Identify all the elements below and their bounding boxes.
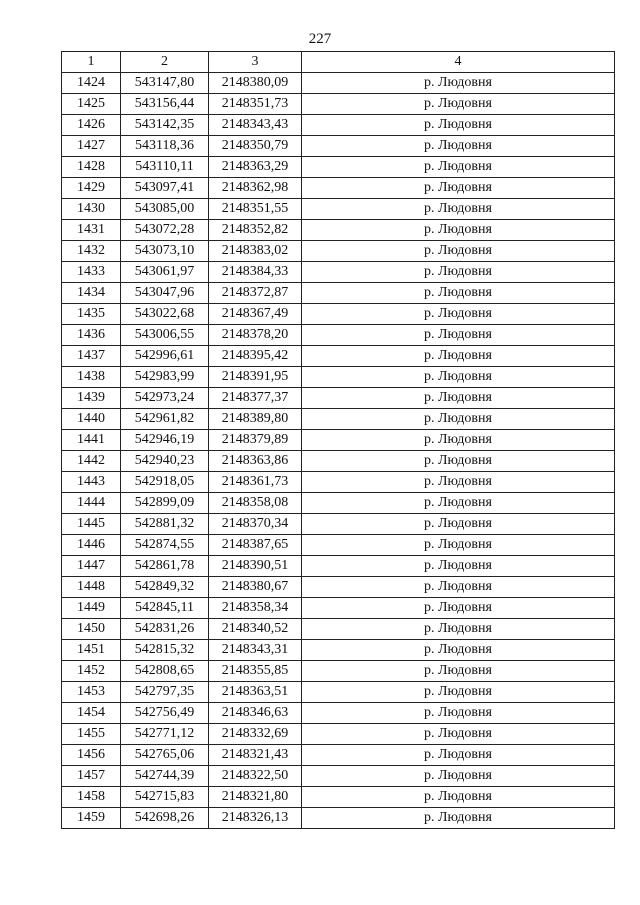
table-header: [62, 52, 615, 73]
x-coordinate-cell: 542797,35: [121, 682, 209, 703]
point-number-cell: 1448: [62, 577, 121, 598]
table-row: [62, 304, 615, 325]
table-row: [62, 241, 615, 262]
y-coordinate-cell: 2148380,67: [209, 577, 302, 598]
point-number-cell: 1452: [62, 661, 121, 682]
table-row: [62, 514, 615, 535]
x-coordinate-cell: 542874,55: [121, 535, 209, 556]
x-coordinate-cell: 542771,12: [121, 724, 209, 745]
description-cell: р. Людовня: [302, 787, 615, 808]
description-cell: р. Людовня: [302, 808, 615, 829]
point-number-cell: 1440: [62, 409, 121, 430]
table-row: [62, 115, 615, 136]
y-coordinate-cell: 2148390,51: [209, 556, 302, 577]
description-cell: р. Людовня: [302, 493, 615, 514]
x-coordinate-cell: 542973,24: [121, 388, 209, 409]
y-coordinate-cell: 2148343,43: [209, 115, 302, 136]
header-cell-4: 4: [302, 52, 615, 73]
point-number-cell: 1434: [62, 283, 121, 304]
x-coordinate-cell: 542946,19: [121, 430, 209, 451]
y-coordinate-cell: 2148363,86: [209, 451, 302, 472]
table-row: [62, 787, 615, 808]
description-cell: р. Людовня: [302, 451, 615, 472]
description-cell: р. Людовня: [302, 472, 615, 493]
point-number-cell: 1431: [62, 220, 121, 241]
table-row: [62, 472, 615, 493]
table-row: [62, 430, 615, 451]
y-coordinate-cell: 2148326,13: [209, 808, 302, 829]
point-number-cell: 1459: [62, 808, 121, 829]
x-coordinate-cell: 542918,05: [121, 472, 209, 493]
table-row: [62, 640, 615, 661]
point-number-cell: 1425: [62, 94, 121, 115]
page-number: 227: [308, 31, 332, 47]
table-row: [62, 808, 615, 829]
point-number-cell: 1444: [62, 493, 121, 514]
x-coordinate-cell: 542845,11: [121, 598, 209, 619]
y-coordinate-cell: 2148389,80: [209, 409, 302, 430]
description-cell: р. Людовня: [302, 745, 615, 766]
x-coordinate-cell: 543156,44: [121, 94, 209, 115]
table-row: [62, 136, 615, 157]
x-coordinate-cell: 542698,26: [121, 808, 209, 829]
y-coordinate-cell: 2148379,89: [209, 430, 302, 451]
y-coordinate-cell: 2148377,37: [209, 388, 302, 409]
description-cell: р. Людовня: [302, 598, 615, 619]
x-coordinate-cell: 543061,97: [121, 262, 209, 283]
point-number-cell: 1428: [62, 157, 121, 178]
point-number-cell: 1438: [62, 367, 121, 388]
table-row: [62, 703, 615, 724]
x-coordinate-cell: 543047,96: [121, 283, 209, 304]
description-cell: р. Людовня: [302, 220, 615, 241]
description-cell: р. Людовня: [302, 514, 615, 535]
point-number-cell: 1436: [62, 325, 121, 346]
point-number-cell: 1424: [62, 73, 121, 94]
y-coordinate-cell: 2148395,42: [209, 346, 302, 367]
table-row: [62, 388, 615, 409]
y-coordinate-cell: 2148321,80: [209, 787, 302, 808]
x-coordinate-cell: 542961,82: [121, 409, 209, 430]
x-coordinate-cell: 543097,41: [121, 178, 209, 199]
y-coordinate-cell: 2148361,73: [209, 472, 302, 493]
point-number-cell: 1439: [62, 388, 121, 409]
table-row: [62, 535, 615, 556]
description-cell: р. Людовня: [302, 73, 615, 94]
description-cell: р. Людовня: [302, 388, 615, 409]
description-cell: р. Людовня: [302, 661, 615, 682]
point-number-cell: 1441: [62, 430, 121, 451]
point-number-cell: 1427: [62, 136, 121, 157]
table-row: [62, 325, 615, 346]
point-number-cell: 1451: [62, 640, 121, 661]
table-row: [62, 598, 615, 619]
x-coordinate-cell: 542715,83: [121, 787, 209, 808]
y-coordinate-cell: 2148352,82: [209, 220, 302, 241]
y-coordinate-cell: 2148391,95: [209, 367, 302, 388]
table-row: [62, 409, 615, 430]
table-row: [62, 220, 615, 241]
point-number-cell: 1445: [62, 514, 121, 535]
table-row: [62, 451, 615, 472]
y-coordinate-cell: 2148380,09: [209, 73, 302, 94]
description-cell: р. Людовня: [302, 619, 615, 640]
y-coordinate-cell: 2148363,51: [209, 682, 302, 703]
point-number-cell: 1455: [62, 724, 121, 745]
description-cell: р. Людовня: [302, 199, 615, 220]
x-coordinate-cell: 543022,68: [121, 304, 209, 325]
y-coordinate-cell: 2148370,34: [209, 514, 302, 535]
point-number-cell: 1447: [62, 556, 121, 577]
table-row: [62, 682, 615, 703]
point-number-cell: 1432: [62, 241, 121, 262]
description-cell: р. Людовня: [302, 367, 615, 388]
description-cell: р. Людовня: [302, 640, 615, 661]
y-coordinate-cell: 2148372,87: [209, 283, 302, 304]
point-number-cell: 1437: [62, 346, 121, 367]
x-coordinate-cell: 543142,35: [121, 115, 209, 136]
x-coordinate-cell: 542983,99: [121, 367, 209, 388]
y-coordinate-cell: 2148343,31: [209, 640, 302, 661]
description-cell: р. Людовня: [302, 766, 615, 787]
y-coordinate-cell: 2148384,33: [209, 262, 302, 283]
point-number-cell: 1443: [62, 472, 121, 493]
x-coordinate-cell: 543110,11: [121, 157, 209, 178]
x-coordinate-cell: 542996,61: [121, 346, 209, 367]
table-row: [62, 556, 615, 577]
x-coordinate-cell: 542765,06: [121, 745, 209, 766]
x-coordinate-cell: 542756,49: [121, 703, 209, 724]
x-coordinate-cell: 543006,55: [121, 325, 209, 346]
description-cell: р. Людовня: [302, 136, 615, 157]
y-coordinate-cell: 2148358,34: [209, 598, 302, 619]
point-number-cell: 1450: [62, 619, 121, 640]
x-coordinate-cell: 542881,32: [121, 514, 209, 535]
description-cell: р. Людовня: [302, 94, 615, 115]
x-coordinate-cell: 542861,78: [121, 556, 209, 577]
table-row: [62, 346, 615, 367]
description-cell: р. Людовня: [302, 703, 615, 724]
table-body: [62, 73, 615, 829]
x-coordinate-cell: 542899,09: [121, 493, 209, 514]
header-cell-1: 1: [62, 52, 121, 73]
y-coordinate-cell: 2148358,08: [209, 493, 302, 514]
description-cell: р. Людовня: [302, 178, 615, 199]
table-row: [62, 724, 615, 745]
x-coordinate-cell: 542744,39: [121, 766, 209, 787]
point-number-cell: 1429: [62, 178, 121, 199]
point-number-cell: 1454: [62, 703, 121, 724]
y-coordinate-cell: 2148322,50: [209, 766, 302, 787]
point-number-cell: 1453: [62, 682, 121, 703]
description-cell: р. Людовня: [302, 283, 615, 304]
description-cell: р. Людовня: [302, 157, 615, 178]
point-number-cell: 1435: [62, 304, 121, 325]
x-coordinate-cell: 543073,10: [121, 241, 209, 262]
description-cell: р. Людовня: [302, 304, 615, 325]
point-number-cell: 1446: [62, 535, 121, 556]
y-coordinate-cell: 2148346,63: [209, 703, 302, 724]
x-coordinate-cell: 542849,32: [121, 577, 209, 598]
point-number-cell: 1433: [62, 262, 121, 283]
table-row: [62, 367, 615, 388]
x-coordinate-cell: 543147,80: [121, 73, 209, 94]
x-coordinate-cell: 542815,32: [121, 640, 209, 661]
y-coordinate-cell: 2148378,20: [209, 325, 302, 346]
description-cell: р. Людовня: [302, 241, 615, 262]
y-coordinate-cell: 2148321,43: [209, 745, 302, 766]
description-cell: р. Людовня: [302, 556, 615, 577]
description-cell: р. Людовня: [302, 346, 615, 367]
y-coordinate-cell: 2148363,29: [209, 157, 302, 178]
y-coordinate-cell: 2148383,02: [209, 241, 302, 262]
description-cell: р. Людовня: [302, 262, 615, 283]
x-coordinate-cell: 542831,26: [121, 619, 209, 640]
x-coordinate-cell: 543118,36: [121, 136, 209, 157]
y-coordinate-cell: 2148351,55: [209, 199, 302, 220]
header-cell-2: 2: [121, 52, 209, 73]
description-cell: р. Людовня: [302, 115, 615, 136]
point-number-cell: 1458: [62, 787, 121, 808]
y-coordinate-cell: 2148367,49: [209, 304, 302, 325]
header-cell-3: 3: [209, 52, 302, 73]
description-cell: р. Людовня: [302, 724, 615, 745]
point-number-cell: 1457: [62, 766, 121, 787]
y-coordinate-cell: 2148351,73: [209, 94, 302, 115]
description-cell: р. Людовня: [302, 409, 615, 430]
table-row: [62, 745, 615, 766]
y-coordinate-cell: 2148362,98: [209, 178, 302, 199]
point-number-cell: 1456: [62, 745, 121, 766]
description-cell: р. Людовня: [302, 682, 615, 703]
description-cell: р. Людовня: [302, 325, 615, 346]
table-row: [62, 283, 615, 304]
header-row: [62, 52, 615, 73]
x-coordinate-cell: 543072,28: [121, 220, 209, 241]
table-row: [62, 178, 615, 199]
table-row: [62, 766, 615, 787]
description-cell: р. Людовня: [302, 577, 615, 598]
y-coordinate-cell: 2148332,69: [209, 724, 302, 745]
x-coordinate-cell: 542808,65: [121, 661, 209, 682]
y-coordinate-cell: 2148340,52: [209, 619, 302, 640]
table-row: [62, 199, 615, 220]
table-row: [62, 262, 615, 283]
point-number-cell: 1426: [62, 115, 121, 136]
table-row: [62, 94, 615, 115]
point-number-cell: 1442: [62, 451, 121, 472]
table-row: [62, 73, 615, 94]
x-coordinate-cell: 543085,00: [121, 199, 209, 220]
table-row: [62, 577, 615, 598]
description-cell: р. Людовня: [302, 535, 615, 556]
y-coordinate-cell: 2148350,79: [209, 136, 302, 157]
table-row: [62, 619, 615, 640]
table-row: [62, 661, 615, 682]
y-coordinate-cell: 2148387,65: [209, 535, 302, 556]
point-number-cell: 1430: [62, 199, 121, 220]
table-row: [62, 493, 615, 514]
table-row: [62, 157, 615, 178]
coordinates-table: [61, 51, 615, 829]
point-number-cell: 1449: [62, 598, 121, 619]
y-coordinate-cell: 2148355,85: [209, 661, 302, 682]
description-cell: р. Людовня: [302, 430, 615, 451]
x-coordinate-cell: 542940,23: [121, 451, 209, 472]
